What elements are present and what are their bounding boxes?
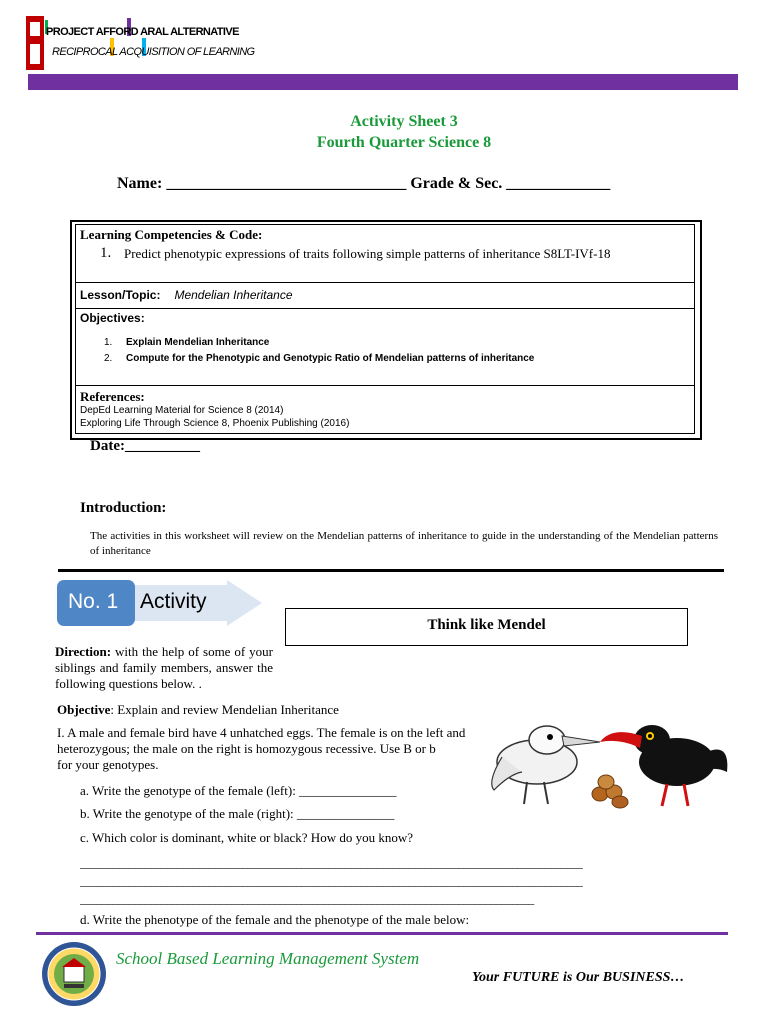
objectives-label: Objectives: (80, 311, 145, 325)
introduction-text: The activities in this worksheet will review on the Mendelian patterns of inheritance to guide in the understanding of the Mendelian patterns of inheritance (90, 530, 718, 557)
reference-item: Exploring Life Through Science 8, Phoenix Publishing (2016) (80, 418, 350, 429)
objective-item (104, 351, 690, 367)
activity-label: Activity (140, 590, 207, 613)
footer-bar (36, 932, 728, 935)
direction-label: Direction: (55, 644, 112, 659)
date-field[interactable]: Date:__________ (90, 438, 200, 454)
objective-text: Compute for the Phenotypic and Genotypic Ratio of Mendelian patterns of inheritance (126, 353, 535, 364)
competency-item (80, 245, 690, 262)
references-label: References: (80, 389, 145, 404)
objective-line (57, 702, 339, 718)
project-logo-icon (26, 14, 176, 74)
competencies-label: Learning Competencies & Code: (80, 227, 263, 242)
footer-system-name: School Based Learning Management System (116, 949, 420, 968)
question-line: I. A male and female bird have 4 unhatched eggs. The female is on the left and (57, 725, 466, 740)
lesson-row (76, 283, 694, 309)
answer-line[interactable]: _____________________________________________________________________________________________ (80, 874, 583, 888)
objective-text: : Explain and review Mendelian Inheritance (110, 702, 339, 717)
competency-text: Predict phenotypic expressions of traits following simple patterns of inheritance S8LT-IVf-18 (124, 246, 611, 261)
answer-line[interactable]: ____________________________________________________________________________________ (80, 892, 534, 906)
objective-item (104, 335, 690, 351)
objectives-row (76, 309, 694, 386)
introduction-heading: Introduction: (80, 500, 167, 516)
references-row (76, 386, 694, 433)
direction-text: with the help of some of your siblings and family members, answer the following questions below. . (55, 644, 274, 691)
footer-tagline: Your FUTURE is Our BUSINESS… (472, 970, 685, 985)
answer-line[interactable]: _____________________________________________________________________________________________ (80, 856, 583, 870)
direction-paragraph (55, 644, 273, 692)
activity-number: No. 1 (68, 590, 119, 613)
competency-number: 1. (100, 245, 112, 261)
header-bar (28, 74, 738, 90)
question-c: c. Which color is dominant, white or black? How do you know? (80, 830, 413, 845)
competency-row (76, 225, 694, 283)
section-divider (58, 569, 724, 572)
question-line: for your genotypes. (57, 757, 159, 772)
question-one (57, 725, 475, 773)
name-grade-row[interactable]: Name: ______________________________ Grade & Sec. _____________ (117, 175, 611, 192)
birds-eggs-illustration (482, 712, 732, 812)
lesson-label: Lesson/Topic: (80, 288, 161, 302)
reference-item: DepEd Learning Material for Science 8 (2014) (80, 405, 284, 416)
objective-number: 1. (104, 337, 113, 348)
sheet-title: Activity Sheet 3 (350, 113, 458, 130)
objective-label: Objective (57, 702, 111, 717)
question-line: heterozygous; the male on the right is homozygous recessive. Use B or b (57, 741, 436, 756)
sheet-subtitle: Fourth Quarter Science 8 (316, 134, 492, 151)
question-a[interactable]: a. Write the genotype of the female (left): _______________ (80, 783, 397, 798)
activity-title-box: Think like Mendel (285, 608, 688, 646)
question-b[interactable]: b. Write the genotype of the male (right): _______________ (80, 806, 395, 821)
lesson-value: Mendelian Inheritance (174, 288, 293, 302)
logo-line1: PROJECT AFFORD ARAL ALTERNATIVE (46, 26, 239, 38)
objective-text: Explain Mendelian Inheritance (126, 337, 270, 348)
school-seal-icon (40, 940, 108, 1008)
competency-table (75, 224, 695, 434)
question-d: d. Write the phenotype of the female and the phenotype of the male below: (80, 912, 470, 927)
logo-line2: RECIPROCAL ACQUISITION OF LEARNING (52, 46, 255, 58)
objective-number: 2. (104, 353, 113, 364)
